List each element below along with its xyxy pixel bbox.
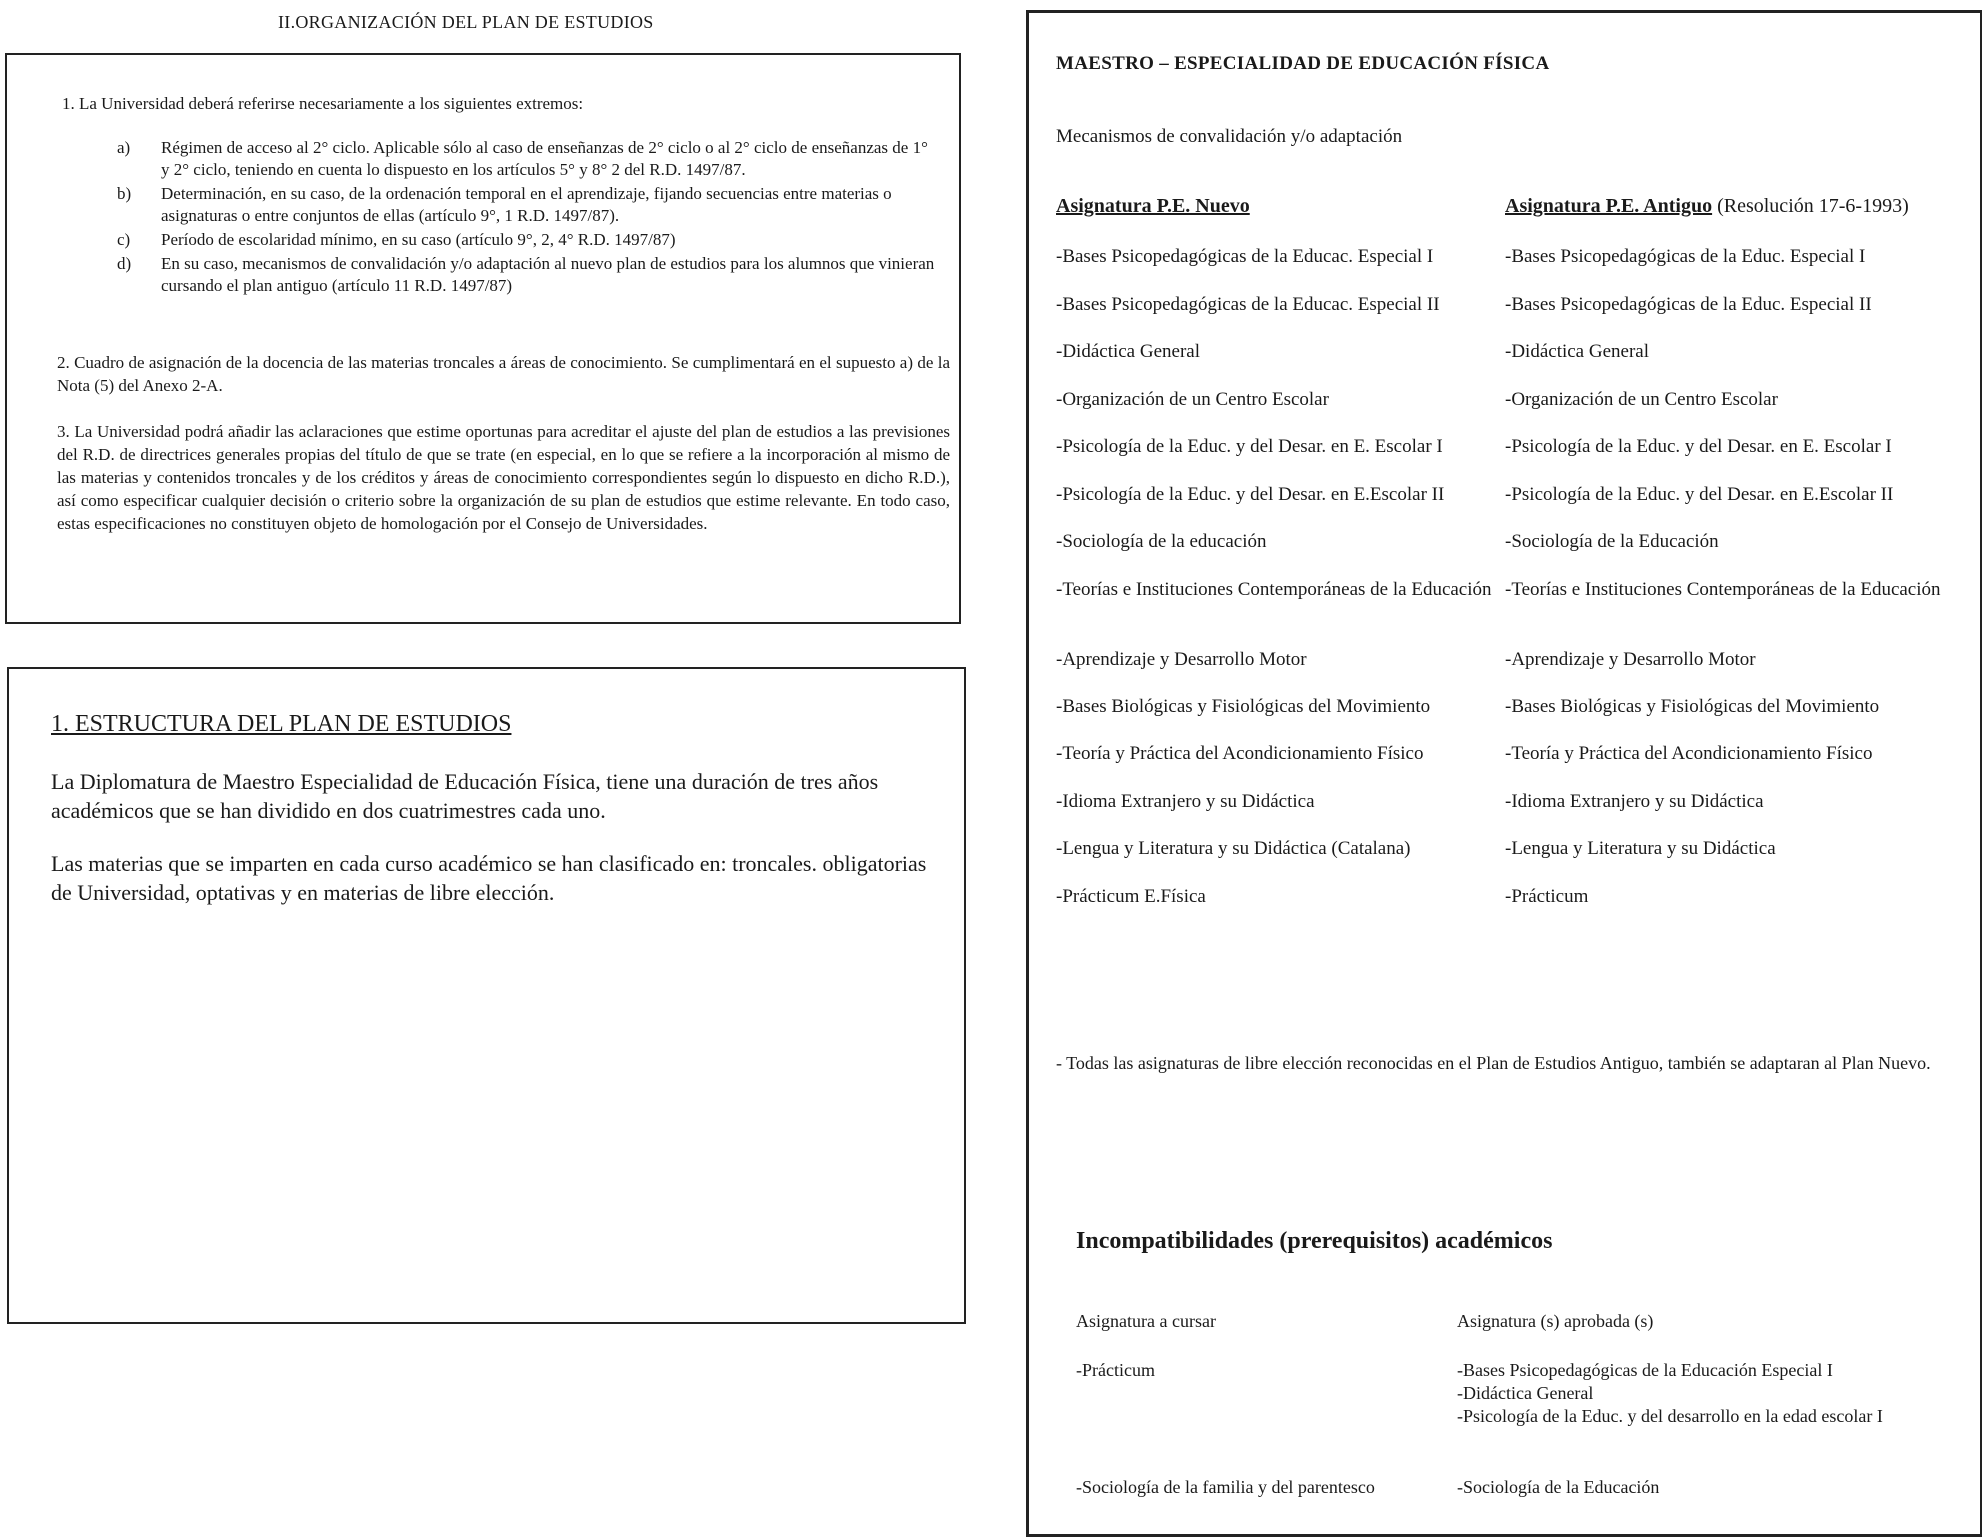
old-subject: -Teorías e Instituciones Contemporáneas de la Educación [1505, 579, 1941, 600]
panel-title: MAESTRO – ESPECIALIDAD DE EDUCACIÓN FÍSICA [1056, 53, 1550, 74]
instructions-list [117, 137, 937, 299]
header-new-plan: Asignatura P.E. Nuevo [1056, 195, 1250, 217]
old-subject: -Prácticum [1505, 886, 1589, 907]
incompatibilities-title: Incompatibilidades (prerequisitos) académicos [1076, 1228, 1553, 1254]
new-subject: -Idioma Extranjero y su Didáctica [1056, 791, 1315, 812]
header-old-note: (Resolución 17-6-1993) [1712, 195, 1909, 217]
old-subject: -Idioma Extranjero y su Didáctica [1505, 791, 1764, 812]
incompat-header-left: Asignatura a cursar [1076, 1311, 1216, 1331]
list-item [117, 253, 937, 297]
new-subject: -Sociología de la educación [1056, 531, 1267, 552]
incompat-header-right: Asignatura (s) aprobada (s) [1457, 1311, 1654, 1331]
new-subject: -Didáctica General [1056, 341, 1200, 362]
incompat-prerequisites [1457, 1359, 1957, 1428]
structure-paragraph-1: La Diplomatura de Maestro Especialidad de Educación Física, tiene una duración de tres años académicos que se han dividido en dos cuatrimestres cada uno. [51, 769, 879, 823]
new-subject: -Bases Psicopedagógicas de la Educac. Especial I [1056, 246, 1434, 267]
new-subject: -Teoría y Práctica del Acondicionamiento Físico [1056, 743, 1424, 764]
item-text: En su caso, mecanismos de convalidación y/o adaptación al nuevo plan de estudios para los alumnos que vinieran cursando el plan antiguo (artículo 11 R.D. 1497/87) [161, 254, 935, 295]
item-letter: c) [117, 230, 131, 249]
new-subject: -Aprendizaje y Desarrollo Motor [1056, 649, 1307, 670]
incompat-subject: -Prácticum [1076, 1360, 1155, 1380]
item-letter: d) [117, 254, 132, 273]
new-subject: -Bases Biológicas y Fisiológicas del Movimiento [1056, 696, 1431, 717]
instructions-intro: 1. La Universidad deberá referirse necesariamente a los siguientes extremos: [62, 94, 584, 113]
old-subject: -Organización de un Centro Escolar [1505, 389, 1778, 410]
old-subject: -Lengua y Literatura y su Didáctica [1505, 838, 1776, 859]
old-subject: -Sociología de la Educación [1505, 531, 1719, 552]
incompat-prerequisite: -Sociología de la Educación [1457, 1477, 1660, 1497]
old-subject: -Aprendizaje y Desarrollo Motor [1505, 649, 1756, 670]
old-subject: -Didáctica General [1505, 341, 1649, 362]
new-subject: -Psicología de la Educ. y del Desar. en E. Escolar I [1056, 436, 1443, 457]
item-text: Régimen de acceso al 2° ciclo. Aplicable sólo al caso de enseñanzas de 2° ciclo o al 2° ciclo de enseñanzas de 1° y 2° ciclo, teniendo en cuenta lo dispuesto en los artículos 5° y 8° 2 del R.D. 1497/87. [161, 138, 928, 179]
new-subject: -Lengua y Literatura y su Didáctica (Catalana) [1056, 838, 1411, 859]
item-letter: a) [117, 138, 131, 157]
new-subject: -Organización de un Centro Escolar [1056, 389, 1329, 410]
new-subject: -Psicología de la Educ. y del Desar. en E.Escolar II [1056, 484, 1445, 505]
old-subject: -Psicología de la Educ. y del Desar. en E.Escolar II [1505, 484, 1894, 505]
instructions-box [5, 53, 961, 624]
convalidation-panel [1026, 10, 1982, 1537]
mechanisms-subtitle: Mecanismos de convalidación y/o adaptación [1056, 126, 1403, 147]
instructions-paragraph-2: 2. Cuadro de asignación de la docencia de las materias troncales a áreas de conocimiento. Se cumplimentará en el supuesto a) de la Nota (5) del Anexo 2-A. [57, 353, 950, 395]
incompat-subject: -Sociología de la familia y del parentesco [1076, 1477, 1375, 1497]
item-text: Período de escolaridad mínimo, en su caso (artículo 9°, 2, 4° R.D. 1497/87) [161, 230, 676, 249]
list-item [117, 137, 937, 181]
instructions-paragraph-3: 3. La Universidad podrá añadir las aclaraciones que estime oportunas para acreditar el ajuste del plan de estudios a las previsiones del R.D. de directrices generales propias del título de que se trate (en especial, en lo que se refiere a la incorporación al mismo de las materias y contenidos troncales y de los créditos y áreas de conocimiento correspondientes según lo dispuesto en dicho R.D.), así como especificar cualquier decisión o criterio sobre la organización de su plan de estudios que estime relevante. En todo caso, estas especificaciones no constituyen objeto de homologación por el Consejo de Universidades. [57, 422, 950, 533]
old-subject: -Bases Psicopedagógicas de la Educ. Especial II [1505, 294, 1872, 315]
new-subject: -Teorías e Instituciones Contemporáneas de la Educación [1056, 579, 1492, 600]
old-subject: -Teoría y Práctica del Acondicionamiento Físico [1505, 743, 1873, 764]
item-letter: b) [117, 184, 132, 203]
structure-title: 1. ESTRUCTURA DEL PLAN DE ESTUDIOS [51, 711, 512, 737]
page-heading: II.ORGANIZACIÓN DEL PLAN DE ESTUDIOS [278, 12, 654, 32]
structure-box [7, 667, 966, 1324]
prerequisite-item: -Bases Psicopedagógicas de la Educación Especial I [1457, 1360, 1833, 1380]
new-subject: -Bases Psicopedagógicas de la Educac. Especial II [1056, 294, 1440, 315]
list-item [117, 183, 937, 227]
prerequisite-item: -Didáctica General [1457, 1383, 1594, 1403]
old-subject: -Psicología de la Educ. y del Desar. en E. Escolar I [1505, 436, 1892, 457]
old-subject: -Bases Psicopedagógicas de la Educ. Especial I [1505, 246, 1866, 267]
list-item [117, 229, 937, 251]
new-subject: -Prácticum E.Física [1056, 886, 1206, 907]
item-text: Determinación, en su caso, de la ordenación temporal en el aprendizaje, fijando secuencias entre materias o asignaturas o entre conjuntos de ellas (artículo 9°, 1 R.D. 1497/87). [161, 184, 892, 225]
prerequisite-item: -Psicología de la Educ. y del desarrollo en la edad escolar I [1457, 1406, 1883, 1426]
header-old-plan: Asignatura P.E. Antiguo (Resolución 17-6-1993) [1505, 195, 1909, 217]
structure-paragraph-2: Las materias que se imparten en cada curso académico se han clasificado en: troncales. obligatorias de Universidad, optativas y en materias de libre elección. [51, 851, 927, 905]
free-choice-note: - Todas las asignaturas de libre elección reconocidas en el Plan de Estudios Antiguo, también se adaptaran al Plan Nuevo. [1056, 1053, 1931, 1073]
old-subject: -Bases Biológicas y Fisiológicas del Movimiento [1505, 696, 1880, 717]
